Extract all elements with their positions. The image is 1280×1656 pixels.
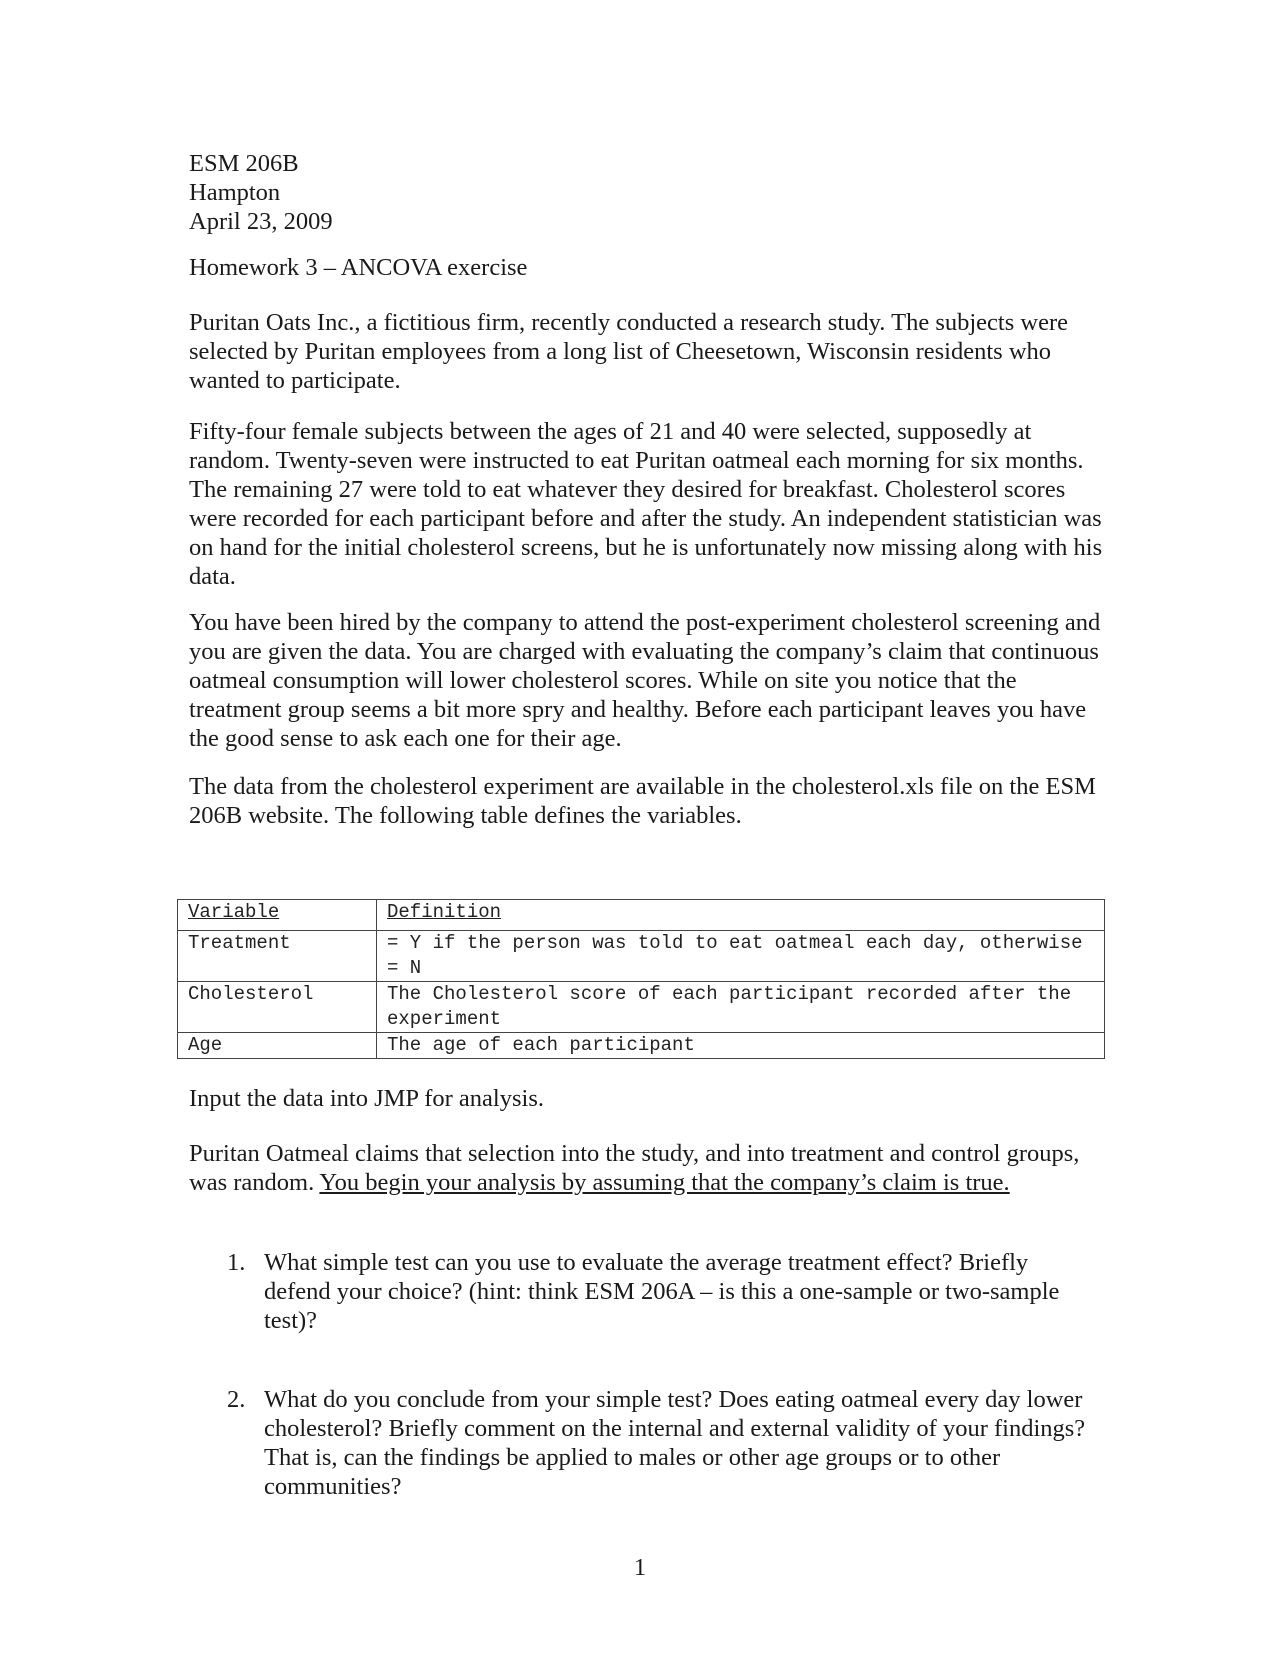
course-code: ESM 206B — [189, 150, 299, 177]
table-header-row — [178, 900, 1105, 931]
table-row — [178, 982, 1105, 1033]
question-text: What do you conclude from your simple test? Does eating oatmeal every day lower cholesterol? Briefly comment on the internal and external validity of your findings? That is, can the findings be applied to males or other age groups or to other communities? — [264, 1386, 1086, 1500]
paragraph-claim — [189, 1139, 1109, 1197]
table-cell-definition: = Y if the person was told to eat oatmeal each day, otherwise = N — [377, 931, 1105, 982]
question-number: 2. — [227, 1386, 246, 1413]
table-row — [178, 931, 1105, 982]
instructor-name: Hampton — [189, 179, 281, 206]
table-row — [178, 1033, 1105, 1059]
table-cell-definition: The Cholesterol score of each participant recorded after the experiment — [377, 982, 1105, 1033]
table-cell-variable: Age — [178, 1033, 377, 1059]
paragraph-hired: You have been hired by the company to attend the post-experiment cholesterol screening and you are given the data. You are charged with evaluating the company’s claim that continuous oatmeal consumption will lower cholesterol scores. While on site you notice that the treatment group seems a bit more spry and healthy. Before each participant leaves you have the good sense to ask each one for their age. — [189, 609, 1101, 752]
page-number: 1 — [633, 1554, 647, 1581]
question-text: What simple test can you use to evaluate the average treatment effect? Briefly defend your choice? (hint: think ESM 206A – is this a one-sample or two-sample test)? — [264, 1249, 1060, 1334]
paragraph-data-source: The data from the cholesterol experiment are available in the cholesterol.xls file on the ESM 206B website. The following table defines the variables. — [189, 773, 1096, 829]
variable-definition-table — [177, 899, 1105, 1059]
paragraph-input-instruction: Input the data into JMP for analysis. — [189, 1085, 544, 1112]
header-variable: Variable — [188, 901, 280, 923]
table-cell-variable: Treatment — [178, 931, 377, 982]
paragraph-intro: Puritan Oats Inc., a fictitious firm, recently conducted a research study. The subjects were selected by Puritan employees from a long list of Cheesetown, Wisconsin residents who wanted to participate. — [189, 309, 1068, 394]
header-definition: Definition — [387, 901, 502, 923]
table-cell-definition: The age of each participant — [377, 1033, 1105, 1059]
table-header-cell — [377, 900, 1105, 931]
table-cell-variable: Cholesterol — [178, 982, 377, 1033]
question-number: 1. — [227, 1249, 246, 1276]
homework-title: Homework 3 – ANCOVA exercise — [189, 254, 528, 281]
paragraph-design: Fifty-four female subjects between the ages of 21 and 40 were selected, supposedly at random. Twenty-seven were instructed to eat Puritan oatmeal each morning for six months. The remaining 27 were told to eat whatever they desired for breakfast. Cholesterol scores were recorded for each participant before and after the study. An independent statistician was on hand for the initial cholesterol screens, but he is unfortunately now missing along with his data. — [189, 418, 1103, 590]
table-header-cell — [178, 900, 377, 931]
claim-plain-text: Puritan Oatmeal claims that selection into the study, and into treatment and control groups, was random. — [189, 1140, 1080, 1196]
document-page — [188, 149, 1109, 1500]
claim-underlined-text: You begin your analysis by assuming that the company’s claim is true. — [319, 1169, 1010, 1196]
document-date: April 23, 2009 — [189, 208, 333, 235]
